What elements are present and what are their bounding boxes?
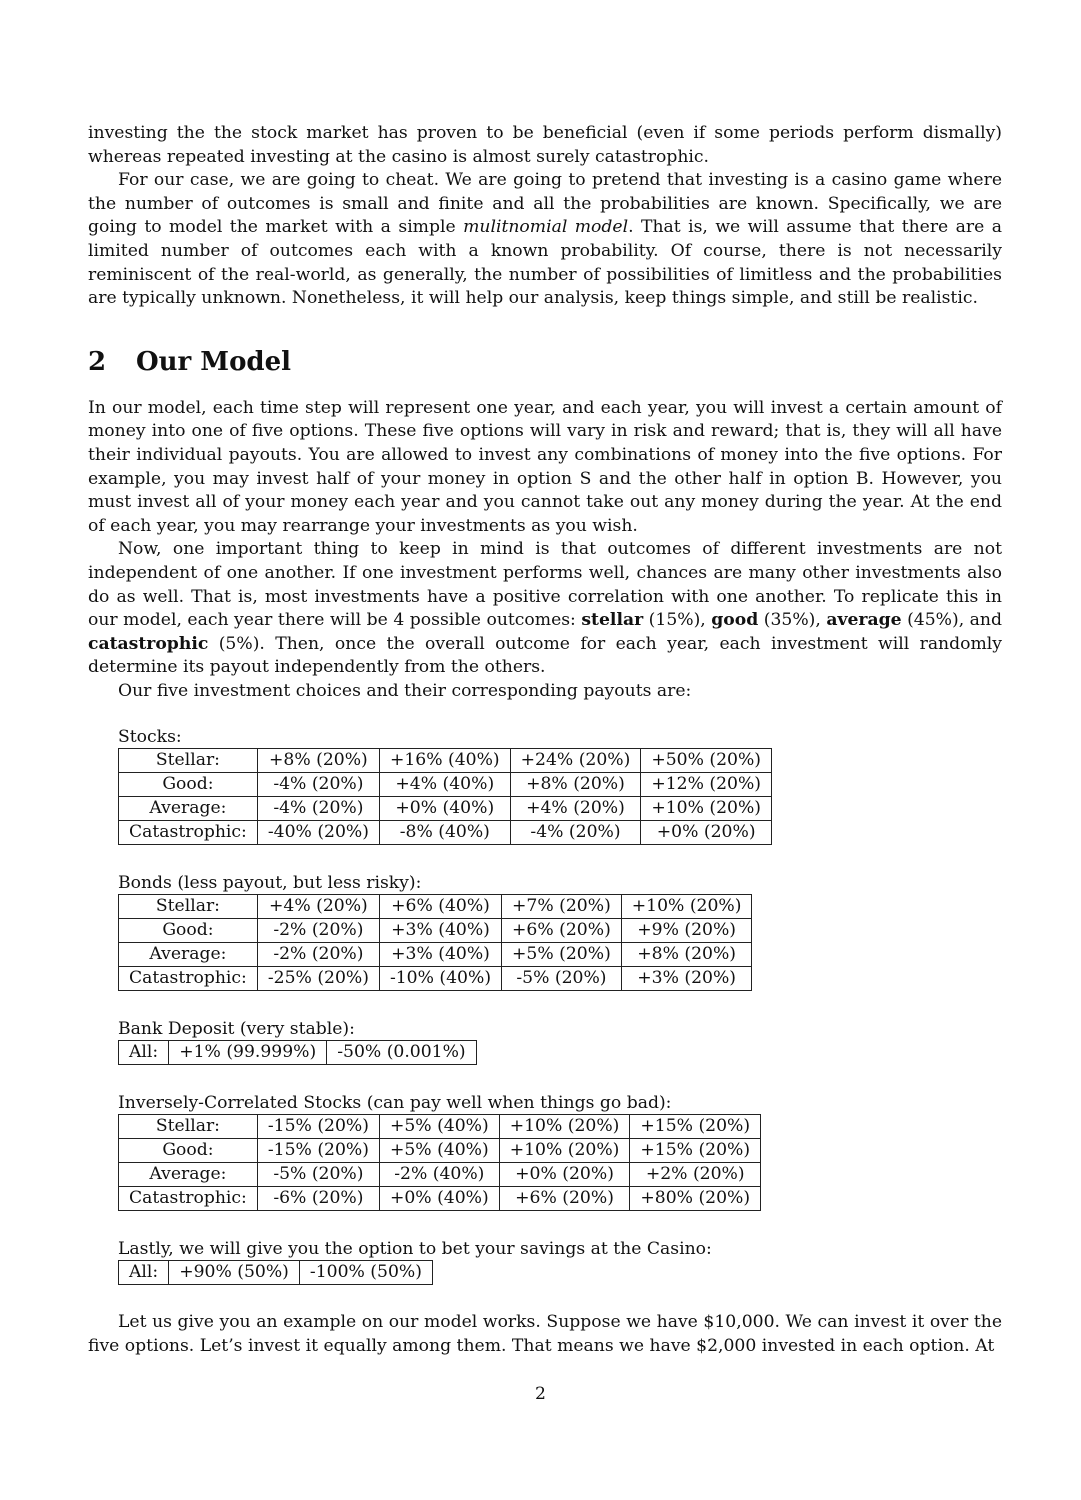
payout-cell: +6% (40%) (379, 895, 501, 919)
row-label: Good: (119, 773, 258, 797)
row-label: All: (119, 1261, 169, 1285)
bonds-table (118, 894, 752, 991)
table-row (119, 797, 772, 821)
inverse-block (118, 1093, 1002, 1211)
payout-cell: +3% (40%) (379, 919, 501, 943)
payout-cell: +24% (20%) (510, 749, 641, 773)
stocks-block (118, 727, 1002, 845)
table-row (119, 895, 752, 919)
table-row (119, 1115, 761, 1139)
bank-caption: Bank Deposit (very stable): (118, 1019, 355, 1040)
row-label: Catastrophic: (119, 967, 258, 991)
payout-cell: +0% (40%) (379, 1187, 499, 1211)
payout-cell: +5% (40%) (379, 1139, 499, 1163)
bank-table (118, 1040, 477, 1065)
payout-cell: -4% (20%) (257, 797, 379, 821)
bonds-caption: Bonds (less payout, but less risky): (118, 873, 422, 894)
payout-cell: +1% (99.999%) (169, 1041, 327, 1065)
payout-cell: -8% (40%) (379, 821, 510, 845)
payout-cell: -2% (20%) (257, 919, 379, 943)
outcome-catastrophic-prob: (5%). Then, once the overall outcome for each year, each investment will randomly determine its payout independently from the others. (88, 633, 1002, 678)
row-label: Catastrophic: (119, 1187, 258, 1211)
payout-cell: +8% (20%) (257, 749, 379, 773)
intro-p2-end: . That is, we will assume that there are a limited number of outcomes each with a known probability. Of course, there is not necessarily reminiscent of the real-world, as generally, the number of possibilities of limitless and the probabilities are typically unknown. Nonetheless, it will help our analysis, keep things simple, and still be realistic. (88, 217, 1002, 309)
payout-cell: +50% (20%) (641, 749, 772, 773)
row-label: Average: (119, 943, 258, 967)
page-number: 2 (535, 1384, 546, 1404)
row-label: Average: (119, 797, 258, 821)
payout-cell: -5% (20%) (257, 1163, 379, 1187)
payout-cell: -4% (20%) (257, 773, 379, 797)
row-label: Stellar: (119, 895, 258, 919)
section-title: Our Model (136, 346, 292, 377)
payout-cell: +8% (20%) (621, 943, 752, 967)
intro-paragraph-1: investing the the stock market has proven to be beneficial (even if some periods perform dismally) whereas repeated investing at the casino is almost surely catastrophic. (88, 123, 1002, 167)
payout-cell: -4% (20%) (510, 821, 641, 845)
intro-paragraph-2 (88, 169, 1002, 311)
casino-block (118, 1239, 1002, 1285)
payout-cell: +4% (20%) (257, 895, 379, 919)
payout-cell: +0% (20%) (499, 1163, 630, 1187)
table-row (119, 1139, 761, 1163)
outcome-catastrophic: catastrophic (88, 633, 209, 654)
payout-cell: +0% (40%) (379, 797, 510, 821)
closing-paragraph: Let us give you an example on our model works. Suppose we have $10,000. We can invest it over the five options. Let’s invest it equally among them. That means we have $2,000 invested in each option. At (88, 1312, 1002, 1357)
casino-caption: Lastly, we will give you the option to bet your savings at the Casino: (118, 1239, 712, 1260)
payout-cell: -15% (20%) (257, 1139, 379, 1163)
payout-cell: +6% (20%) (499, 1187, 630, 1211)
payout-cell: +4% (20%) (510, 797, 641, 821)
casino-table (118, 1260, 433, 1285)
table-row (119, 919, 752, 943)
payout-cell: +4% (40%) (379, 773, 510, 797)
bonds-block (118, 873, 1002, 991)
table-row (119, 749, 772, 773)
payout-cell: +15% (20%) (630, 1139, 761, 1163)
payout-cell: +3% (40%) (379, 943, 501, 967)
outcome-good-prob: (35%), (758, 610, 827, 631)
payout-cell: +16% (40%) (379, 749, 510, 773)
payout-cell: -40% (20%) (257, 821, 379, 845)
table-row (119, 967, 752, 991)
section-number: 2 (88, 346, 107, 377)
outcome-stellar: stellar (581, 610, 644, 631)
row-label: Good: (119, 1139, 258, 1163)
intro-p2-start: For our case, we are going to cheat. We are going to pretend that investing is a casino game where the number of outcomes is small and finite and all the probabilities are known. Specifically, we are going to model the market with a simple (88, 170, 1002, 238)
stocks-caption: Stocks: (118, 727, 182, 748)
model-paragraph-3: Our five investment choices and their corresponding payouts are: (118, 680, 692, 701)
intro-p2-emphasis: mulitnomial model (463, 217, 629, 238)
payout-cell: +8% (20%) (510, 773, 641, 797)
payout-cell: +15% (20%) (630, 1115, 761, 1139)
payout-cell: +10% (20%) (641, 797, 772, 821)
payout-cell: +5% (40%) (379, 1115, 499, 1139)
table-row (119, 1261, 433, 1285)
section-heading (88, 345, 1002, 379)
table-row (119, 821, 772, 845)
outcome-good: good (711, 610, 759, 631)
payout-cell: -100% (50%) (299, 1261, 432, 1285)
payout-cell: +12% (20%) (641, 773, 772, 797)
payout-cell: -6% (20%) (257, 1187, 379, 1211)
payout-cell: -15% (20%) (257, 1115, 379, 1139)
payout-cell: -10% (40%) (379, 967, 501, 991)
bank-block (118, 1019, 1002, 1065)
page-body (88, 122, 1002, 1359)
payout-cell: +10% (20%) (499, 1139, 630, 1163)
payout-cell: +0% (20%) (641, 821, 772, 845)
table-row (119, 1041, 477, 1065)
payout-cell: +3% (20%) (621, 967, 752, 991)
row-label: Average: (119, 1163, 258, 1187)
payout-cell: -25% (20%) (257, 967, 379, 991)
model-paragraph-2 (88, 538, 1002, 680)
payout-cell: +10% (20%) (621, 895, 752, 919)
stocks-table (118, 748, 772, 845)
model-p2-start: Now, one important thing to keep in mind is that outcomes of different investments are not independent of one another. If one investment performs well, chances are many other investments also do as well. That is, most investments have a positive correlation with one another. To replicate this in our model, each year there will be 4 possible outcomes: (88, 539, 1002, 631)
payout-cell: -50% (0.001%) (327, 1041, 476, 1065)
row-label: Stellar: (119, 749, 258, 773)
table-row (119, 773, 772, 797)
table-row (119, 1163, 761, 1187)
inverse-table (118, 1114, 761, 1211)
model-paragraph-1: In our model, each time step will represent one year, and each year, you will invest a certain amount of money into one of five options. These five options will vary in risk and reward; that is, they will all have their individual payouts. You are allowed to invest any combinations of money into the five options. For example, you may invest half of your money in option S and the other half in option B. However, you must invest all of your money each year and you cannot take out any money during the year. At the end of each year, you may rearrange your investments as you wish. (88, 397, 1002, 536)
payout-cell: +10% (20%) (499, 1115, 630, 1139)
outcome-average: average (826, 610, 902, 631)
table-row (119, 1187, 761, 1211)
payout-cell: +90% (50%) (169, 1261, 300, 1285)
payout-cell: +5% (20%) (502, 943, 622, 967)
table-row (119, 943, 752, 967)
payout-cell: +80% (20%) (630, 1187, 761, 1211)
outcome-stellar-prob: (15%), (643, 610, 712, 631)
row-label: Good: (119, 919, 258, 943)
payout-cell: +2% (20%) (630, 1163, 761, 1187)
payout-cell: -5% (20%) (502, 967, 622, 991)
row-label: Catastrophic: (119, 821, 258, 845)
payout-cell: +9% (20%) (621, 919, 752, 943)
row-label: Stellar: (119, 1115, 258, 1139)
inverse-caption: Inversely-Correlated Stocks (can pay well when things go bad): (118, 1093, 672, 1114)
payout-cell: -2% (20%) (257, 943, 379, 967)
row-label: All: (119, 1041, 169, 1065)
outcome-average-prob: (45%), and (901, 610, 1002, 631)
payout-cell: +7% (20%) (502, 895, 622, 919)
payout-cell: +6% (20%) (502, 919, 622, 943)
payout-cell: -2% (40%) (379, 1163, 499, 1187)
